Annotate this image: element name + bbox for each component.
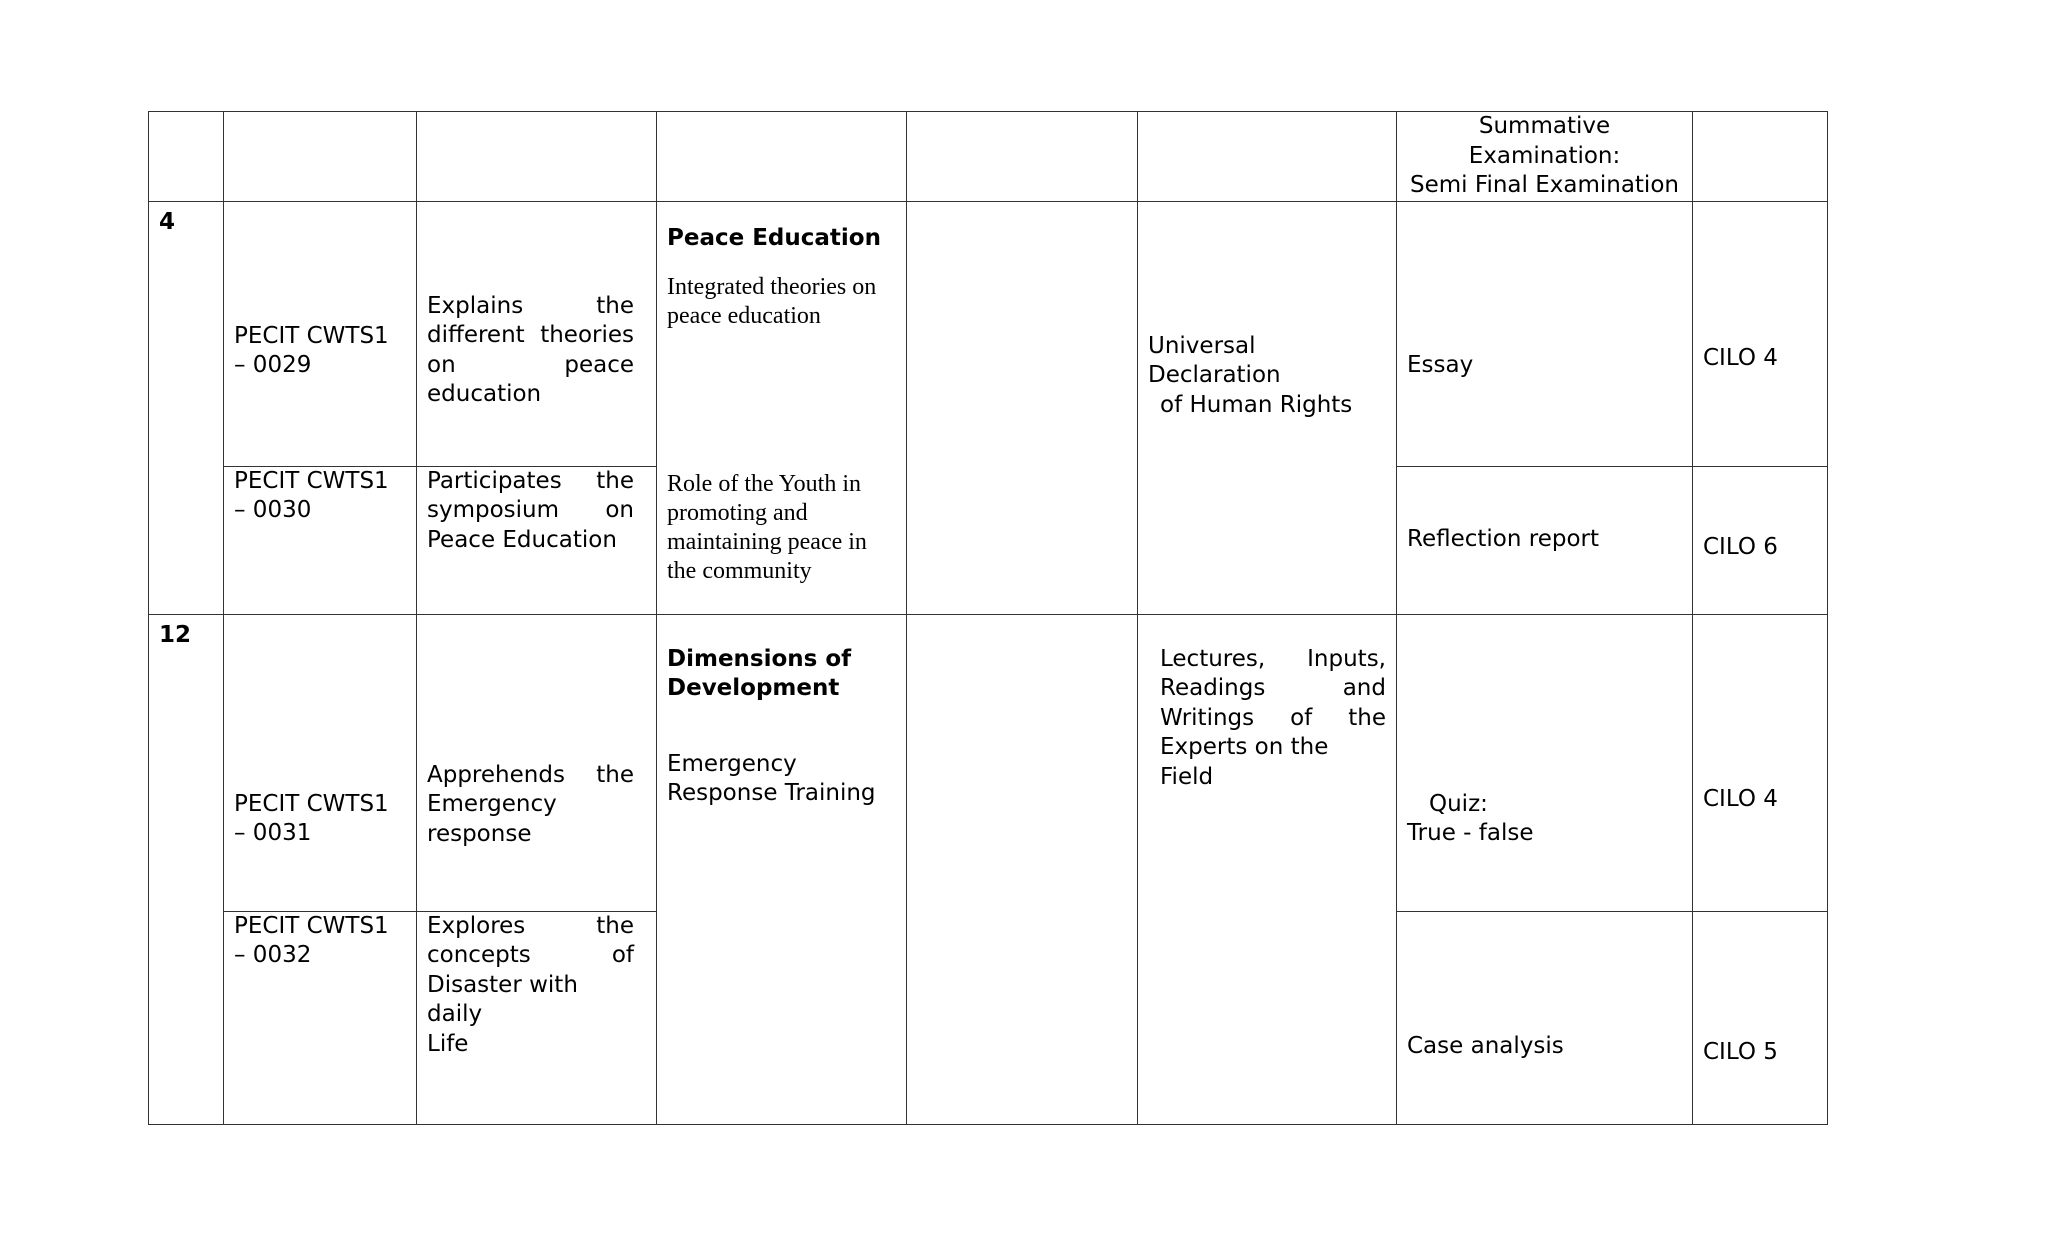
outcome-code: PECIT CWTS1 – 0031 xyxy=(224,614,417,911)
empty-cell xyxy=(1693,112,1828,202)
empty-cell xyxy=(907,201,1138,614)
syllabus-table xyxy=(148,111,1828,1125)
cilo-cell: CILO 5 xyxy=(1693,911,1828,1124)
empty-cell xyxy=(417,112,657,202)
table-row xyxy=(149,201,1828,466)
empty-cell xyxy=(907,614,1138,1124)
assessment-cell: Quiz: True - false xyxy=(1397,614,1693,911)
header-row xyxy=(149,112,1828,202)
empty-cell xyxy=(907,112,1138,202)
topic-item: Role of the Youth in promoting and maintaining peace in the community xyxy=(667,471,867,584)
cilo-cell: CILO 4 xyxy=(1693,614,1828,911)
resource-cell: Universal Declaration of Human Rights xyxy=(1138,201,1397,614)
topic-cell xyxy=(657,614,907,1124)
cilo-cell: CILO 6 xyxy=(1693,466,1828,614)
topic-cell xyxy=(657,201,907,614)
outcome-code: PECIT CWTS1 – 0030 xyxy=(224,466,417,614)
topic-title: Dimensions of Development xyxy=(667,645,852,701)
empty-cell xyxy=(149,112,224,202)
learning-outcome: Participates the symposium on Peace Education xyxy=(417,466,657,614)
topic-title: Peace Education xyxy=(667,224,881,251)
assessment-cell: Essay xyxy=(1397,201,1693,466)
week-number: 4 xyxy=(149,201,224,614)
learning-outcome: Explores the concepts of Disaster with daily Life xyxy=(417,911,657,1124)
topic-item: Emergency Response Training xyxy=(667,750,876,806)
assessment-cell: Case analysis xyxy=(1397,911,1693,1124)
week-number: 12 xyxy=(149,614,224,1124)
summative-exam-cell: Summative Examination: Semi Final Examination xyxy=(1397,112,1693,202)
outcome-code: PECIT CWTS1 – 0029 xyxy=(224,201,417,466)
resource-cell: Lectures, Inputs, Readings and Writings of the Experts on the Field xyxy=(1138,614,1397,1124)
learning-outcome: Apprehends the Emergency response xyxy=(417,614,657,911)
empty-cell xyxy=(1138,112,1397,202)
empty-cell xyxy=(224,112,417,202)
learning-outcome: Explains the different theories on peace education xyxy=(417,201,657,466)
cilo-cell: CILO 4 xyxy=(1693,201,1828,466)
outcome-code: PECIT CWTS1 – 0032 xyxy=(224,911,417,1124)
table-row xyxy=(149,614,1828,911)
assessment-cell: Reflection report xyxy=(1397,466,1693,614)
topic-item: Integrated theories on peace education xyxy=(667,274,877,329)
empty-cell xyxy=(657,112,907,202)
